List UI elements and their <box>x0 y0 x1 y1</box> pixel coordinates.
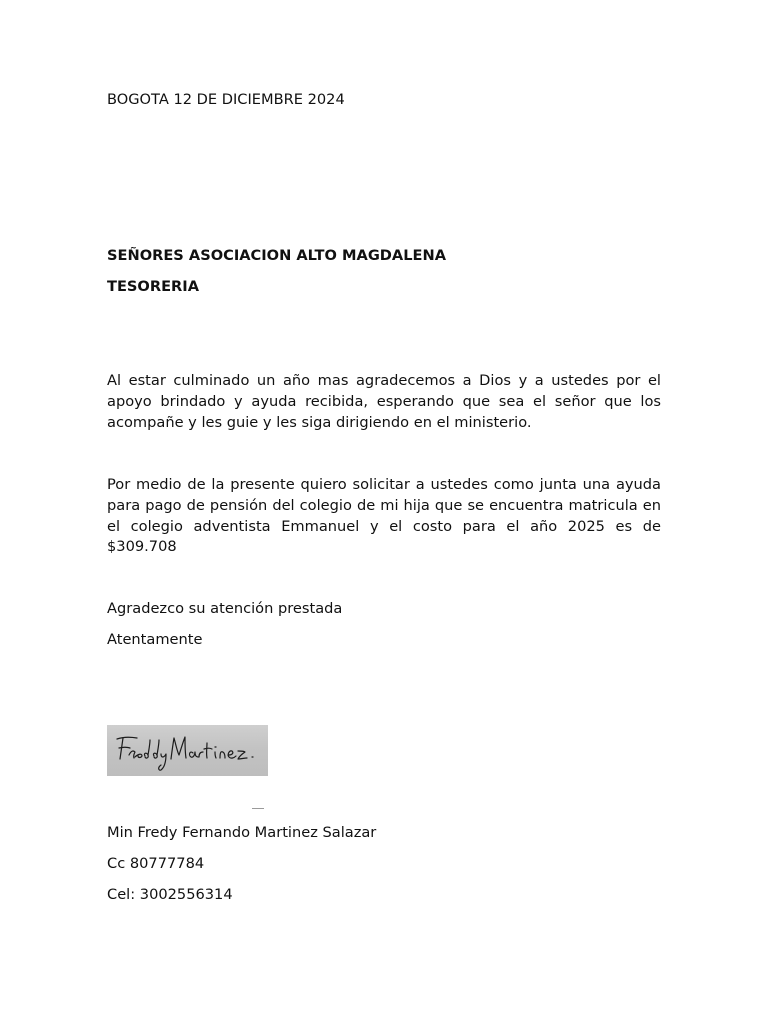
thanks-line: Agradezco su atención prestada <box>107 600 343 617</box>
handwritten-signature <box>107 725 268 776</box>
paragraph-gratitude: Al estar culminado un año mas agradecemos a Dios y a ustedes por el apoyo brindado y ayuda recibida, esperando que sea el señor que los acompañe y les guie y les siga dirigiendo en el ministerio. <box>107 372 661 431</box>
date-line: BOGOTA 12 DE DICIEMBRE 2024 <box>107 91 345 108</box>
signature-image <box>107 697 268 811</box>
closing-line: Atentamente <box>107 631 203 648</box>
paragraph-request: Por medio de la presente quiero solicitar a ustedes como junta una ayuda para pago de pensión del colegio de mi hija que se encuentra matricula en el colegio adventista Emmanuel y el costo para el año 2025 es de $309.708 <box>107 476 661 556</box>
id-number: Cc 80777784 <box>107 855 205 872</box>
department-heading: TESORERIA <box>107 278 200 295</box>
signature-mark <box>252 808 264 809</box>
signer-name: Min Fredy Fernando Martinez Salazar <box>107 824 377 841</box>
phone-number: Cel: 3002556314 <box>107 886 233 903</box>
signature-scan <box>107 725 268 776</box>
recipient-heading: SEÑORES ASOCIACION ALTO MAGDALENA <box>107 247 446 264</box>
